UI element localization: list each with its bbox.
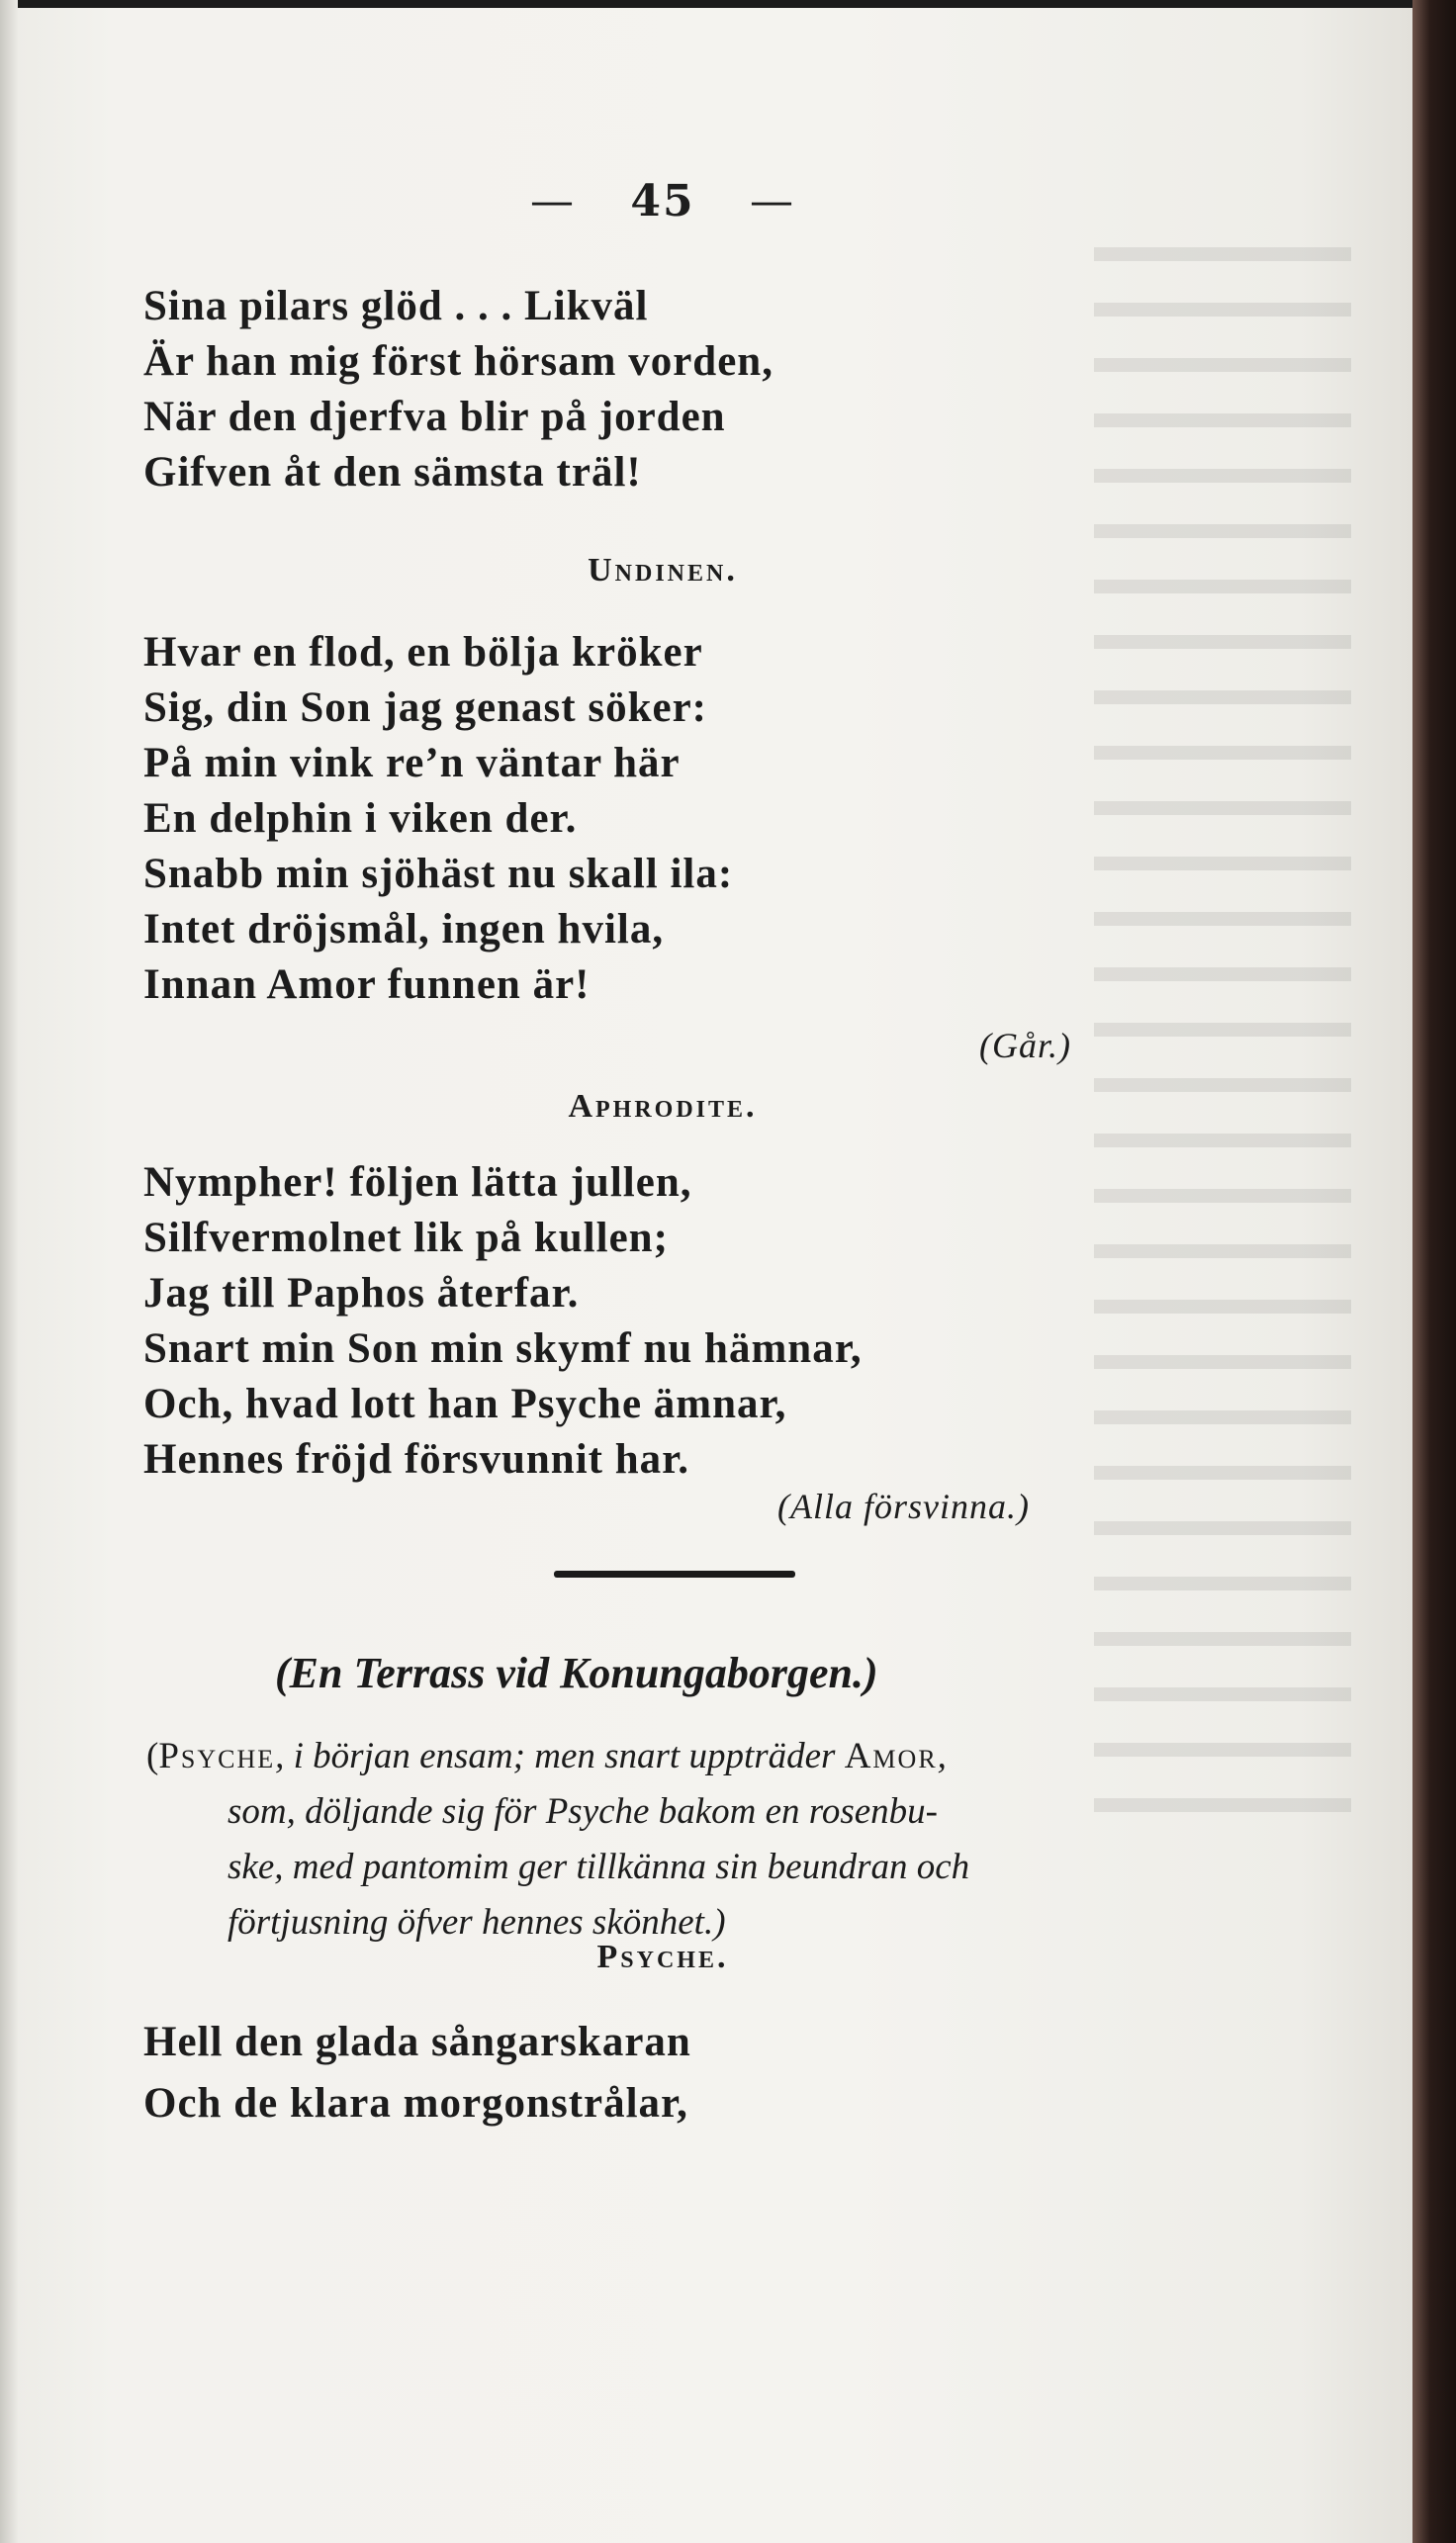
paren: (: [146, 1736, 159, 1776]
character-amor: Amor: [844, 1736, 938, 1776]
stage-direction-gar: (Går.): [979, 1026, 1071, 1065]
verse-line: Hvar en flod, en bölja kröker: [143, 629, 703, 676]
book-spine-edge: [1412, 0, 1456, 2543]
speaker-psyche: Psyche.: [596, 1939, 729, 1975]
verse-line: Hell den glada sångarskaran: [143, 2019, 691, 2065]
scene-title: (En Terrass vid Konungaborgen.): [275, 1649, 878, 1697]
verse-line: Sig, din Son jag genast söker:: [143, 684, 707, 731]
stage-direction-line-1: [146, 1729, 1234, 1784]
verse-line: En delphin i viken der.: [143, 795, 578, 842]
verse-line: När den djerfva blir på jorden: [143, 394, 726, 440]
verse-line: Snart min Son min skymf nu hämnar,: [143, 1325, 863, 1372]
stage-direction-line-3: ske, med pantomim ger tillkänna sin beundran och: [228, 1847, 970, 1887]
speaker-aphrodite: Aphrodite.: [568, 1088, 758, 1125]
section-divider: [554, 1571, 795, 1578]
character-psyche: Psyche: [158, 1736, 276, 1776]
header-dash-right: —: [749, 176, 795, 227]
verse-line: Nympher! följen lätta jullen,: [143, 1159, 692, 1206]
verse-line: Snabb min sjöhäst nu skall ila:: [143, 851, 734, 897]
page-number: 45: [630, 176, 695, 227]
stage-direction-line-4: förtjusning öfver hennes skönhet.): [228, 1902, 726, 1943]
verse-line: Gifven åt den sämsta träl!: [143, 449, 642, 496]
stage-text: ,: [937, 1736, 947, 1776]
stage-direction-block: [146, 1729, 1234, 1951]
bleed-through-texture: [1094, 247, 1351, 1830]
stage-direction-alla: (Alla försvinna.): [777, 1487, 1030, 1526]
stage-direction-line-2: som, döljande sig för Psyche bakom en rosenbu-: [228, 1791, 938, 1832]
speaker-undinen: Undinen.: [588, 552, 738, 589]
verse-line: Och de klara morgonstrålar,: [143, 2080, 688, 2127]
verse-line: På min vink re’n väntar här: [143, 740, 681, 786]
page-header: [0, 176, 1325, 227]
verse-line: Sina pilars glöd . . . Likväl: [143, 283, 649, 329]
stanza-3: [143, 1155, 863, 1488]
stanza-4: [143, 2012, 691, 2134]
verse-line: Innan Amor funnen är!: [143, 961, 591, 1008]
verse-line: Hennes fröjd försvunnit har.: [143, 1436, 690, 1483]
stanza-2: [143, 625, 733, 1013]
verse-line: Intet dröjsmål, ingen hvila,: [143, 906, 665, 953]
verse-line: Jag till Paphos återfar.: [143, 1270, 580, 1317]
verse-line: Är han mig först hörsam vorden,: [143, 338, 774, 385]
stanza-1: [143, 279, 774, 500]
verse-line: Och, hvad lott han Psyche ämnar,: [143, 1381, 787, 1427]
verse-line: Silfvermolnet lik på kullen;: [143, 1215, 669, 1261]
stage-text: , i början ensam; men snart uppträder: [275, 1736, 845, 1776]
header-dash-left: —: [530, 176, 577, 227]
